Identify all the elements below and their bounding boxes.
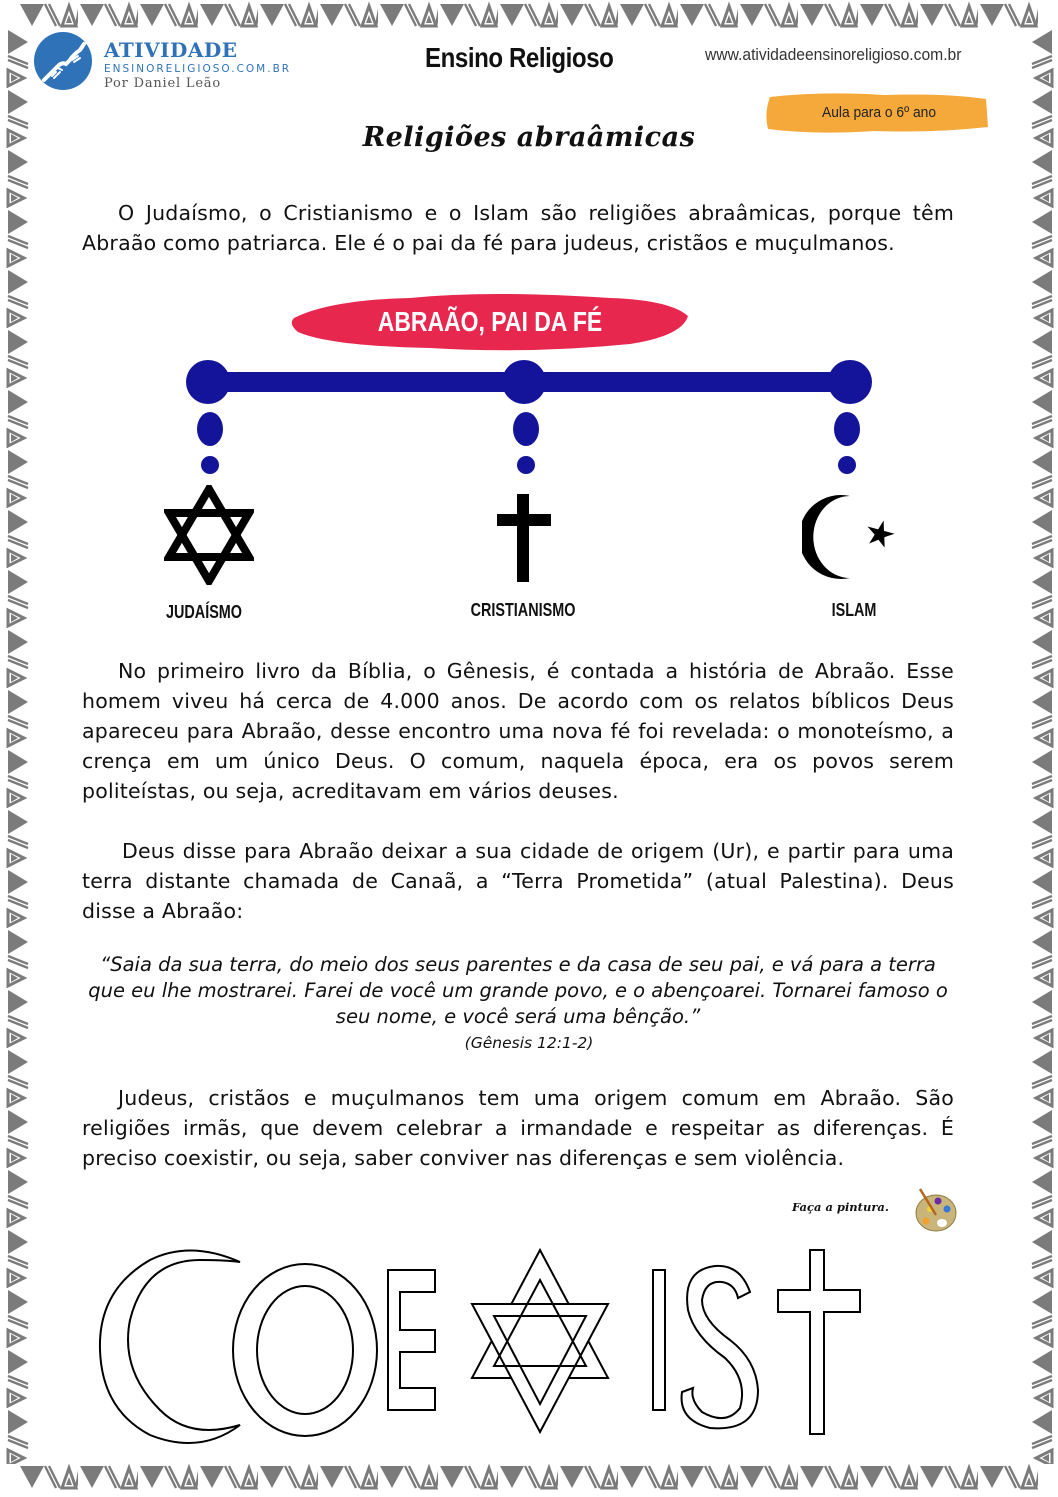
letter-i-outline-icon [653, 1270, 665, 1410]
letter-s-outline-icon [682, 1266, 758, 1428]
banner-label: ABRAÃO, PAI DA FÉ [377, 306, 603, 337]
page-title: Religiões abraâmicas [362, 122, 696, 153]
site-url-link[interactable]: www.atividadeensinoreligioso.com.br [705, 45, 962, 64]
star-of-david-outline-icon [472, 1250, 608, 1432]
logo-title: ATIVIDADE [104, 38, 238, 62]
star-of-david-icon [164, 485, 254, 585]
decorative-border-left [4, 28, 30, 1464]
body-paragraph-abraham-history: No primeiro livro da Bíblia, o Gênesis, é contada a história de Abraão. Esse homem viveu há cerca de 4.000 anos. De acordo com os relatos bíblicos Deus apareceu para Abraão, desse encontro uma nova fé foi revelada: o monoteísmo, a crença em um único Deus. O comum, naquela época, era os povos serem politeístas, ou seja, acreditavam em vários deuses. [82, 659, 954, 803]
letter-e-outline-icon [388, 1270, 435, 1410]
bible-quote: “Saia da sua terra, do meio dos seus parentes e da casa de seu pai, e vá para a terra que eu lhe mostrarei. Farei de você um grande povo, e o abençoarei. Tornarei famoso o seu nome, e você será uma bênção.” [88, 953, 948, 1028]
abraham-family-diagram [150, 292, 910, 632]
crescent-outline-icon [100, 1250, 240, 1443]
hands-reaching-icon [34, 32, 92, 90]
decorative-border-right [1030, 28, 1056, 1464]
paint-instruction: Faça a pintura. [792, 1200, 889, 1214]
religion-label-islam: ISLAM [831, 600, 877, 620]
subject-heading: Ensino Religioso [425, 42, 614, 73]
logo-author: Por Daniel Leão [104, 76, 221, 91]
religion-label-judaism: JUDAÍSMO [165, 602, 242, 622]
paint-palette-icon [910, 1185, 958, 1233]
grade-label: Aula para o 6º ano [822, 104, 936, 121]
closing-paragraph: Judeus, cristãos e muçulmanos tem uma origem comum em Abraão. São religiões irmãs, que devem celebrar a irmandade e respeitar as diferenças. É preciso coexistir, ou seja, saber conviver nas diferenças e sem violência. [82, 1086, 954, 1170]
cross-outline-icon [778, 1250, 860, 1434]
cross-icon [495, 492, 555, 584]
religion-label-christianity: CRISTIANISMO [470, 600, 576, 620]
bible-reference: (Gênesis 12:1-2) [464, 1034, 594, 1052]
logo-subtitle: ENSINORELIGIOSO.COM.BR [104, 63, 292, 75]
decorative-border-bottom [18, 1462, 1040, 1492]
coexist-coloring-area[interactable] [90, 1240, 970, 1450]
body-paragraph-promised-land: Deus disse para Abraão deixar a sua cidade de origem (Ur), e partir para uma terra distante chamada de Canaã, a “Terra Prometida” (atual Palestina). Deus disse a Abraão: [82, 839, 954, 923]
crescent-star-icon [802, 492, 898, 582]
intro-paragraph: O Judaísmo, o Cristianismo e o Islam são religiões abraâmicas, porque têm Abraão como patriarca. Ele é o pai da fé para judeus, cristãos e muçulmanos. [82, 201, 954, 255]
site-logo[interactable] [34, 32, 324, 92]
decorative-border-top [18, 0, 1040, 30]
